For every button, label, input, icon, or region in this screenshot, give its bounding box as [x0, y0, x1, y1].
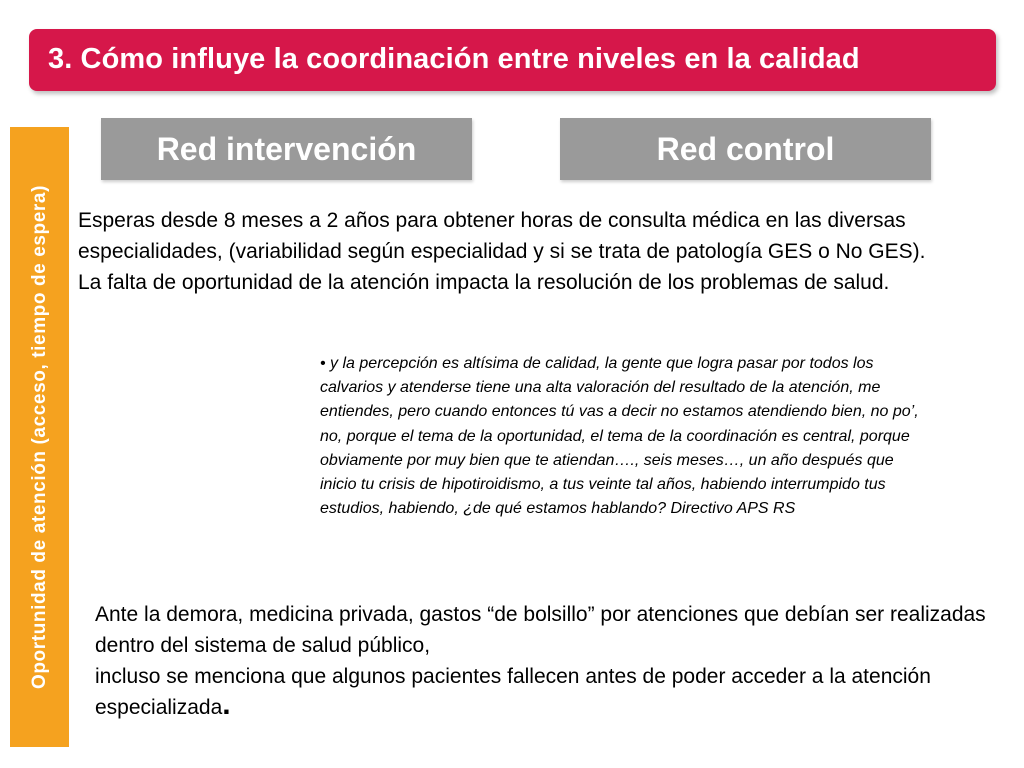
slide-title: 3. Cómo influye la coordinación entre niveles en la calidad	[48, 43, 860, 75]
header-red-control: Red control	[560, 118, 931, 180]
paragraph-waiting-line1: Esperas desde 8 meses a 2 años para obtener horas de consulta médica en las diversas especialidades, (variabilidad según especialidad y si se trata de patología GES o No GES).	[78, 209, 926, 263]
title-bar	[29, 29, 996, 91]
paragraph-private-medicine	[95, 599, 1020, 723]
interview-quote: • y la percepción es altísima de calidad, la gente que logra pasar por todos los calvarios y atenderse tiene una alta valoración del resultado de la atención, me entiendes, pero cuando entonces tú vas a decir no estamos atendiendo bien, no po’, no, porque el tema de la oportunidad, el tema de la coordinación es central, porque obviamente por muy bien que te atiendan…., seis meses…, un año después que inicio tu crisis de hipotiroidismo, a tus veinte tal años, habiendo interrumpido tus estudios, habiendo, ¿de qué estamos hablando? Directivo APS RS	[320, 355, 919, 518]
end-period: .	[222, 688, 231, 721]
paragraph-waiting-line2: La falta de oportunidad de la atención impacta la resolución de los problemas de salud.	[78, 271, 890, 294]
paragraph-private-line2	[95, 661, 1020, 723]
paragraph-private-line1: Ante la demora, medicina privada, gastos “de bolsillo” por atenciones que debían ser realizadas dentro del sistema de salud público,	[95, 603, 986, 657]
paragraph-private-line2-text: incluso se menciona que algunos pacientes fallecen antes de poder acceder a la atención especializada	[95, 665, 931, 719]
paragraph-waiting-times	[78, 205, 1008, 298]
header-red-intervencion: Red intervención	[101, 118, 472, 180]
side-label-bar	[10, 127, 69, 747]
side-label: Oportunidad de atención (acceso, tiempo de espera)	[28, 184, 50, 690]
